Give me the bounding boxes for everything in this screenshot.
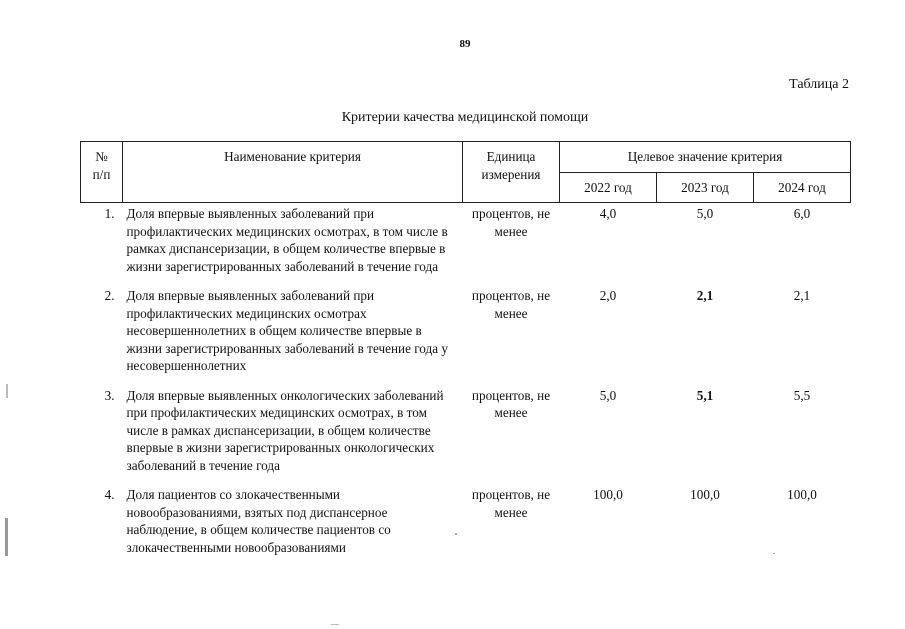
scan-speck bbox=[455, 533, 457, 535]
header-unit: Единица измерения bbox=[463, 142, 560, 203]
value-2023: 5,0 bbox=[696, 206, 714, 221]
row-number: 4. bbox=[104, 487, 115, 502]
header-num: № п/п bbox=[81, 142, 123, 203]
table-row bbox=[81, 385, 851, 485]
criterion-name: Доля впервые выявленных заболеваний при профилактических медицинских осмотрах, в том числе в рамках диспансеризации, в общем количестве впервые в жизни зарегистрированных заболеваний в течение года bbox=[126, 206, 448, 274]
scan-speck bbox=[5, 518, 8, 556]
value-2022: 100,0 bbox=[593, 487, 623, 502]
value-2023: 100,0 bbox=[690, 487, 720, 502]
value-2024: 100,0 bbox=[787, 487, 817, 502]
header-name: Наименование критерия bbox=[123, 142, 463, 203]
criterion-unit: процентов, не менее bbox=[471, 487, 551, 520]
value-2024: 5,5 bbox=[793, 387, 811, 403]
value-2024: 6,0 bbox=[793, 206, 811, 221]
value-2022: 5,0 bbox=[599, 387, 617, 403]
value-2023: 5,1 bbox=[696, 387, 714, 403]
criteria-table bbox=[80, 141, 851, 566]
header-year-2024: 2024 год bbox=[754, 172, 851, 203]
value-2023: 2,1 bbox=[696, 288, 714, 303]
document-title: Критерии качества медицинской помощи bbox=[341, 110, 589, 125]
criterion-unit: процентов, не менее bbox=[471, 288, 551, 321]
table-row bbox=[81, 285, 851, 385]
value-2022: 4,0 bbox=[599, 206, 617, 221]
table-row bbox=[81, 484, 851, 566]
table-row bbox=[81, 203, 851, 286]
criterion-unit: процентов, не менее bbox=[471, 206, 551, 239]
row-number: 3. bbox=[104, 387, 115, 403]
header-target: Целевое значение критерия bbox=[560, 142, 851, 173]
header-year-2023: 2023 год bbox=[657, 172, 754, 203]
scan-speck bbox=[773, 553, 775, 554]
row-number: 2. bbox=[104, 288, 115, 303]
criterion-name: Доля впервые выявленных заболеваний при профилактических медицинских осмотрах несовершеннолетних в общем количестве впервые в жизни зарегистрированных заболеваний в течение года у несовершеннолетних bbox=[126, 288, 448, 373]
header-year-2022: 2022 год bbox=[560, 172, 657, 203]
scan-speck bbox=[6, 384, 8, 398]
value-2022: 2,0 bbox=[599, 288, 617, 303]
criterion-unit: процентов, не менее bbox=[471, 387, 551, 420]
page-number: 89 bbox=[459, 38, 471, 50]
scan-speck bbox=[331, 624, 339, 625]
table-label: Таблица 2 bbox=[789, 77, 849, 92]
criterion-name: Доля пациентов со злокачественными новообразованиями, взятых под диспансерное наблюдение, в общем количестве пациентов со злокачественными новообразованиями bbox=[126, 487, 391, 555]
value-2024: 2,1 bbox=[793, 288, 811, 303]
criterion-name: Доля впервые выявленных онкологических заболеваний при профилактических медицинских осмотрах, в том числе в рамках диспансеризации, в общем количестве впервые в жизни зарегистрированных онкологических заболеваний в течение года bbox=[126, 387, 444, 473]
row-number: 1. bbox=[104, 206, 115, 221]
